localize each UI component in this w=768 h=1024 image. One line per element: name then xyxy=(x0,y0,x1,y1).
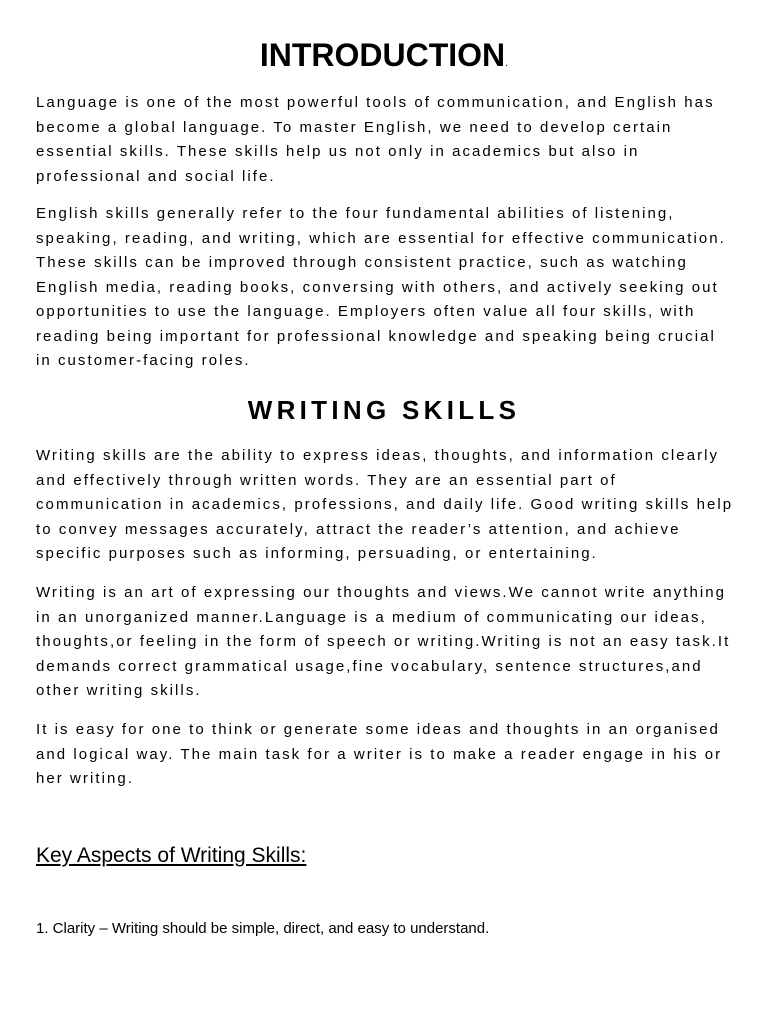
introduction-heading-text: INTRODUCTION xyxy=(259,37,506,73)
introduction-heading-period: . xyxy=(505,57,509,69)
introduction-heading xyxy=(0,33,768,85)
writing-paragraph-3: It is easy for one to think or generate some ideas and thoughts in an organised and logical way. The main task for a writer is to make a reader engage in his or her writing. xyxy=(36,721,723,787)
writing-paragraph-2: Writing is an art of expressing our thoughts and views.We cannot write anything in an unorganized manner.Language is a medium of communicating our ideas, thoughts,or feeling in the form of speech or writing.Writing is not an easy task.It demands correct grammatical usage,fine vocabulary, sentence structures,and other writing skills. xyxy=(36,584,731,699)
writing-paragraph-1: Writing skills are the ability to express ideas, thoughts, and information clearly and effectively through written words. They are an essential part of communication in academics, professions, and daily life. Good writing skills help to convey messages accurately, attract the reader’s attention, and achieve specific purposes such as informing, persuading, or entertaining. xyxy=(36,447,734,562)
intro-paragraph-1: Language is one of the most powerful tools of communication, and English has become a global language. To master English, we need to develop certain essential skills. These skills help us not only in academics but also in professional and social life. xyxy=(36,94,715,185)
key-aspect-item-clarity: 1. Clarity – Writing should be simple, direct, and easy to understand. xyxy=(36,920,490,937)
intro-paragraph-2: English skills generally refer to the four fundamental abilities of listening, speaking, reading, and writing, which are essential for effective communication. These skills can be improved through consistent practice, such as watching English media, reading books, conversing with others, and actively seeking out opportunities to use the language. Employers often value all four skills, with reading being important for professional knowledge and speaking being crucial in customer-facing roles. xyxy=(36,205,726,369)
key-aspects-heading: Key Aspects of Writing Skills: xyxy=(36,844,307,867)
writing-skills-heading: WRITING SKILLS xyxy=(247,395,521,425)
